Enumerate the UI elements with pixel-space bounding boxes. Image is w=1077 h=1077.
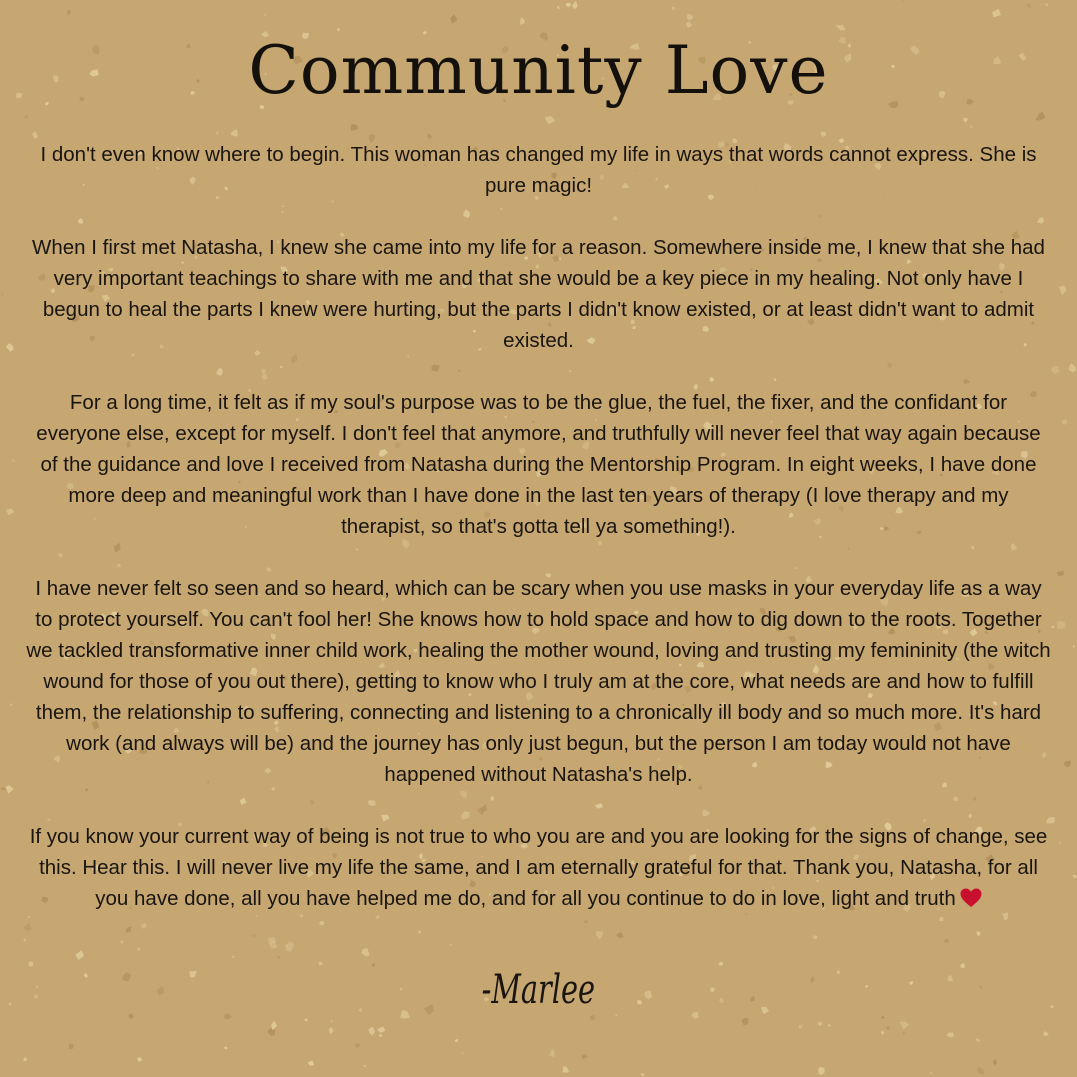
paragraph-3: For a long time, it felt as if my soul's purpose was to be the glue, the fuel, the fixer, and the confidant for everyone else, except for myself. I don't feel that anymore, and truthfully will never feel that way again because of the guidance and love I received from Natasha during the Mentorship Program. In eight weeks, I have done more deep and meaningful work than I have done in the last ten years of therapy (I love therapy and my therapist, so that's gotta tell ya something!). xyxy=(36,391,1041,538)
paragraph-1: I don't even know where to begin. This woman has changed my life in ways that words cannot express. She is pure magic! xyxy=(40,143,1037,197)
paragraph-2: When I first met Natasha, I knew she came into my life for a reason. Somewhere inside me, I knew that she had very important teachings to share with me and that she would be a key piece in my healing. Not only have I begun to heal the parts I knew were hurting, but the parts I didn't know existed, or at least didn't want to admit existed. xyxy=(32,236,1045,352)
testimonial-body xyxy=(25,139,1052,917)
paragraph-4: I have never felt so seen and so heard, which can be scary when you use masks in your everyday life as a way to protect yourself. You can't fool her! She knows how to hold space and how to dig down to the roots. Together we tackled transformative inner child work, healing the mother wound, loving and trusting my femininity (the witch wound for those of you out there), getting to know who I truly am at the core, what needs are and how to fulfill them, the relationship to suffering, connecting and listening to a chronically ill body and so much more. It's hard work (and always will be) and the journey has only just begun, but the person I am today would not have happened without Natasha's help. xyxy=(26,577,1051,786)
page-title: Community Love xyxy=(248,32,829,109)
heart-icon xyxy=(960,886,982,917)
signature: -Marlee xyxy=(481,967,596,1013)
paragraph-5-text: If you know your current way of being is not true to who you are and you are looking for the signs of change, see this. Hear this. I will never live my life the same, and I am eternally grateful for that. Thank you, Natasha, for all you have done, all you have helped me do, and for all you continue to do in love, light and truth xyxy=(29,825,1048,910)
paragraph-5 xyxy=(25,821,1052,917)
